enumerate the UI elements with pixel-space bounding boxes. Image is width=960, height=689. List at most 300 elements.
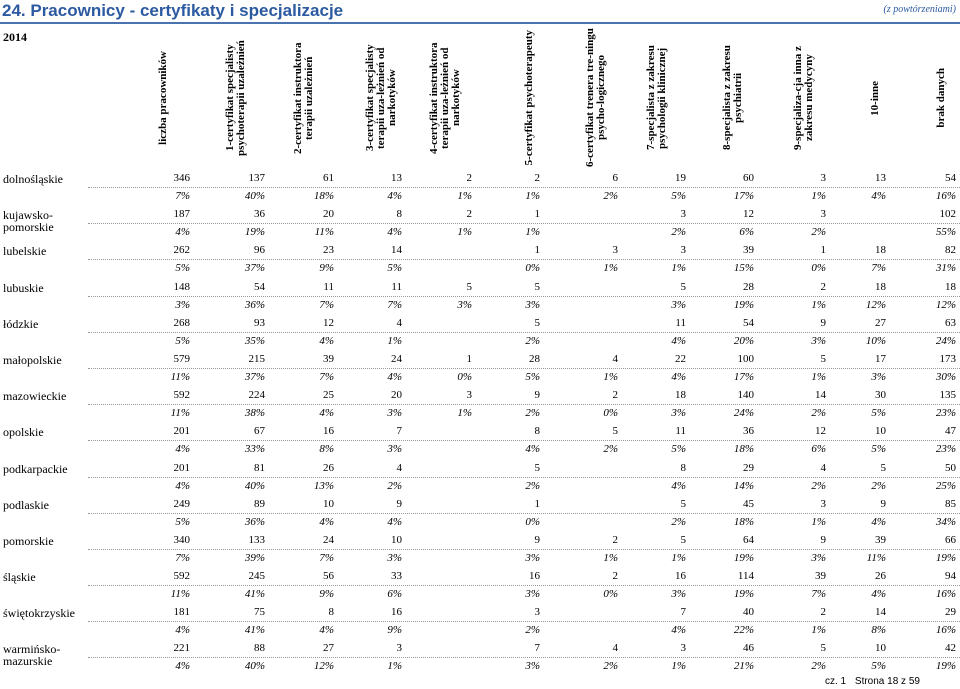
count-cell: 8 [396, 208, 402, 221]
percent-cell: 1% [525, 190, 540, 202]
percent-cell: 40% [244, 479, 265, 492]
percent-cell: 40% [244, 660, 265, 673]
count-cell: 17 [875, 352, 886, 365]
count-cell: 140 [737, 389, 754, 402]
percent-cell: 1% [671, 660, 686, 673]
region-name: podkarpackie [3, 461, 68, 476]
percent-cell: 34% [935, 515, 956, 528]
count-cell: 12 [743, 208, 754, 221]
column-header-label: 7-specjalista z zakresu psychologii klinicznej [645, 45, 668, 151]
count-cell: 22 [675, 352, 686, 365]
table-row [0, 387, 960, 423]
column-header-label: 9-specjaliza-cja inna z zakresu medycyny [792, 46, 815, 150]
count-cell: 1 [534, 244, 540, 257]
percent-cell: 2% [603, 660, 618, 673]
count-cell: 47 [945, 425, 956, 438]
region-name: mazowieckie [3, 389, 67, 404]
percent-cell: 16% [935, 190, 956, 202]
percent-cell: 4% [871, 515, 886, 528]
percent-cell: 7% [387, 298, 402, 311]
count-cell: 3 [612, 244, 618, 257]
percent-cell: 1% [525, 226, 540, 239]
percent-cell: 31% [935, 262, 956, 275]
percent-cell: 3% [525, 660, 540, 673]
count-cell: 102 [939, 208, 956, 221]
table-row [0, 460, 960, 496]
region-name: śląskie [3, 570, 36, 585]
table-row [0, 242, 960, 278]
count-cell: 10 [391, 533, 402, 546]
count-cell: 28 [529, 352, 540, 365]
percent-cell: 2% [387, 479, 402, 492]
count-cell: 54 [945, 172, 956, 184]
percent-cell: 3% [811, 334, 826, 347]
count-cell: 2 [820, 606, 826, 619]
count-cell: 5 [680, 533, 686, 546]
table-row [0, 279, 960, 315]
percent-cell: 0% [603, 588, 618, 601]
table-row [0, 206, 960, 242]
data-table [0, 170, 960, 677]
count-cell: 100 [737, 352, 754, 365]
count-cell: 82 [945, 244, 956, 257]
table-row [0, 170, 960, 206]
percent-cell: 8% [871, 624, 886, 637]
column-header [204, 28, 268, 168]
percent-cell: 19% [733, 588, 754, 601]
count-cell: 3 [680, 244, 686, 257]
percent-cell: 1% [671, 262, 686, 275]
column-header [131, 28, 195, 168]
percent-cell: 15% [733, 262, 754, 275]
count-cell: 4 [396, 316, 402, 329]
percent-cell: 3% [387, 443, 402, 456]
count-cell: 2 [612, 389, 618, 402]
percent-cell: 4% [175, 443, 190, 456]
count-cell: 85 [945, 497, 956, 510]
count-cell: 14 [815, 389, 826, 402]
count-cell: 3 [820, 172, 826, 184]
count-cell: 3 [396, 642, 402, 655]
count-cell: 12 [323, 316, 334, 329]
percent-cell: 39% [244, 551, 265, 564]
percent-cell: 3% [387, 407, 402, 420]
percent-cell: 1% [457, 226, 472, 239]
count-cell: 137 [248, 172, 265, 184]
percent-cell: 1% [811, 370, 826, 383]
column-header [349, 28, 413, 168]
percent-cell: 36% [244, 515, 265, 528]
percent-cell: 5% [387, 262, 402, 275]
percent-cell: 4% [871, 588, 886, 601]
count-cell: 133 [248, 533, 265, 546]
count-cell: 10 [875, 425, 886, 438]
percent-cell: 40% [244, 190, 265, 202]
percent-cell: 4% [525, 443, 540, 456]
percent-cell: 4% [671, 334, 686, 347]
region-name: warmińsko-mazurskie [3, 642, 61, 669]
count-cell: 56 [323, 570, 334, 583]
percent-cell: 12% [935, 298, 956, 311]
count-cell: 39 [743, 244, 754, 257]
percent-cell: 0% [525, 262, 540, 275]
percent-cell: 41% [244, 588, 265, 601]
count-cell: 4 [396, 461, 402, 474]
column-header [843, 28, 907, 168]
percent-cell: 3% [811, 551, 826, 564]
percent-cell: 6% [811, 443, 826, 456]
count-cell: 5 [466, 280, 472, 293]
count-cell: 268 [173, 316, 190, 329]
count-cell: 96 [254, 244, 265, 257]
count-cell: 5 [880, 461, 886, 474]
column-header [701, 28, 765, 168]
count-cell: 5 [680, 497, 686, 510]
percent-cell: 3% [671, 298, 686, 311]
footer [825, 676, 926, 687]
table-row [0, 568, 960, 604]
count-cell: 45 [743, 497, 754, 510]
footer-page: Strona 18 z 59 [854, 676, 920, 687]
count-cell: 89 [254, 497, 265, 510]
percent-cell: 19% [935, 660, 956, 673]
percent-cell: 41% [244, 624, 265, 637]
percent-cell: 7% [175, 190, 190, 202]
count-cell: 29 [743, 461, 754, 474]
percent-cell: 38% [244, 407, 265, 420]
percent-cell: 1% [811, 298, 826, 311]
count-cell: 13 [875, 172, 886, 184]
column-header-label: 8-specjalista z zakresu psychiatrii [721, 45, 744, 151]
percent-cell: 37% [244, 370, 265, 383]
count-cell: 20 [391, 389, 402, 402]
count-cell: 26 [323, 461, 334, 474]
count-cell: 3 [820, 497, 826, 510]
percent-cell: 11% [170, 407, 190, 420]
count-cell: 25 [323, 389, 334, 402]
count-cell: 33 [391, 570, 402, 583]
count-cell: 148 [173, 280, 190, 293]
column-header-label: 10-inne [868, 80, 881, 116]
count-cell: 30 [875, 389, 886, 402]
column-header-label: liczba pracowników [156, 51, 169, 145]
percent-cell: 12% [313, 660, 334, 673]
count-cell: 579 [173, 352, 190, 365]
percent-cell: 4% [671, 624, 686, 637]
count-cell: 66 [945, 533, 956, 546]
count-cell: 11 [323, 280, 334, 293]
percent-cell: 4% [671, 370, 686, 383]
count-cell: 1 [466, 352, 472, 365]
percent-cell: 23% [935, 407, 956, 420]
percent-cell: 4% [671, 479, 686, 492]
percent-cell: 16% [935, 588, 956, 601]
percent-cell: 1% [811, 624, 826, 637]
percent-cell: 2% [525, 334, 540, 347]
percent-cell: 4% [871, 190, 886, 202]
count-cell: 1 [534, 208, 540, 221]
percent-cell: 11% [170, 370, 190, 383]
count-cell: 11 [675, 316, 686, 329]
count-cell: 12 [815, 425, 826, 438]
count-cell: 135 [939, 389, 956, 402]
percent-cell: 2% [811, 407, 826, 420]
percent-cell: 7% [811, 588, 826, 601]
percent-cell: 30% [935, 370, 956, 383]
count-cell: 24 [391, 352, 402, 365]
percent-cell: 33% [244, 443, 265, 456]
percent-cell: 9% [319, 262, 334, 275]
percent-cell: 1% [457, 190, 472, 202]
count-cell: 187 [173, 208, 190, 221]
percent-cell: 0% [457, 370, 472, 383]
count-cell: 9 [820, 533, 826, 546]
percent-cell: 2% [525, 407, 540, 420]
percent-cell: 5% [671, 443, 686, 456]
count-cell: 2 [466, 172, 472, 184]
count-cell: 346 [173, 172, 190, 184]
percent-cell: 9% [387, 624, 402, 637]
percent-cell: 4% [175, 479, 190, 492]
table-row [0, 532, 960, 568]
count-cell: 39 [323, 352, 334, 365]
percent-cell: 5% [175, 334, 190, 347]
percent-cell: 19% [244, 226, 265, 239]
percent-cell: 5% [671, 190, 686, 202]
count-cell: 5 [534, 316, 540, 329]
count-cell: 14 [391, 244, 402, 257]
count-cell: 9 [534, 389, 540, 402]
count-cell: 94 [945, 570, 956, 583]
count-cell: 3 [680, 208, 686, 221]
count-cell: 4 [820, 461, 826, 474]
count-cell: 9 [396, 497, 402, 510]
count-cell: 173 [939, 352, 956, 365]
percent-cell: 0% [603, 407, 618, 420]
percent-cell: 17% [733, 370, 754, 383]
percent-cell: 20% [733, 334, 754, 347]
percent-cell: 18% [733, 515, 754, 528]
count-cell: 29 [945, 606, 956, 619]
count-cell: 4 [612, 352, 618, 365]
percent-cell: 18% [313, 190, 334, 202]
table-row [0, 496, 960, 532]
region-name: dolnośląskie [3, 172, 63, 186]
percent-cell: 22% [733, 624, 754, 637]
count-cell: 5 [680, 280, 686, 293]
count-cell: 36 [743, 425, 754, 438]
count-cell: 9 [880, 497, 886, 510]
count-cell: 1 [534, 497, 540, 510]
table-row [0, 423, 960, 459]
year-label: 2014 [3, 30, 27, 44]
percent-cell: 6% [387, 588, 402, 601]
percent-cell: 8% [319, 443, 334, 456]
percent-cell: 4% [387, 226, 402, 239]
percent-cell: 25% [935, 479, 956, 492]
count-cell: 27 [323, 642, 334, 655]
region-name: lubuskie [3, 280, 44, 295]
count-cell: 39 [875, 533, 886, 546]
percent-cell: 24% [733, 407, 754, 420]
count-cell: 7 [534, 642, 540, 655]
percent-cell: 1% [671, 551, 686, 564]
footer-part: cz. 1 [825, 676, 847, 687]
count-cell: 3 [820, 208, 826, 221]
percent-cell: 21% [733, 660, 754, 673]
count-cell: 27 [875, 316, 886, 329]
percent-cell: 4% [319, 407, 334, 420]
count-cell: 249 [173, 497, 190, 510]
percent-cell: 4% [319, 624, 334, 637]
percent-cell: 2% [671, 226, 686, 239]
column-header-label: 6-certyfikat trenera tre-ningu psycho-logicznego [584, 28, 607, 168]
percent-cell: 5% [175, 262, 190, 275]
percent-cell: 4% [319, 515, 334, 528]
column-header [772, 28, 836, 168]
count-cell: 114 [737, 570, 754, 583]
column-header-label: brak danych [934, 68, 947, 128]
count-cell: 245 [248, 570, 265, 583]
percent-cell: 2% [811, 660, 826, 673]
percent-cell: 1% [603, 551, 618, 564]
count-cell: 2 [534, 172, 540, 184]
percent-cell: 11% [866, 551, 886, 564]
count-cell: 93 [254, 316, 265, 329]
percent-cell: 16% [935, 624, 956, 637]
percent-cell: 17% [733, 190, 754, 202]
percent-cell: 1% [603, 262, 618, 275]
percent-cell: 36% [244, 298, 265, 311]
page-title: 24. Pracownicy - certyfikaty i specjalizacje [2, 1, 344, 20]
column-header [564, 28, 628, 168]
count-cell: 18 [945, 280, 956, 293]
count-cell: 16 [675, 570, 686, 583]
region-name: opolskie [3, 425, 44, 440]
count-cell: 201 [173, 425, 190, 438]
percent-cell: 12% [865, 298, 886, 311]
percent-cell: 2% [525, 479, 540, 492]
column-header [272, 28, 336, 168]
percent-cell: 2% [811, 479, 826, 492]
percent-cell: 4% [175, 624, 190, 637]
percent-cell: 5% [871, 407, 886, 420]
count-cell: 11 [391, 280, 402, 293]
count-cell: 592 [173, 389, 190, 402]
count-cell: 2 [612, 570, 618, 583]
count-cell: 16 [391, 606, 402, 619]
count-cell: 181 [173, 606, 190, 619]
count-cell: 5 [534, 461, 540, 474]
percent-cell: 2% [871, 479, 886, 492]
percent-cell: 10% [865, 334, 886, 347]
count-cell: 11 [675, 425, 686, 438]
count-cell: 7 [396, 425, 402, 438]
percent-cell: 23% [935, 443, 956, 456]
count-cell: 18 [875, 280, 886, 293]
percent-cell: 2% [811, 226, 826, 239]
count-cell: 2 [466, 208, 472, 221]
percent-cell: 19% [733, 551, 754, 564]
count-cell: 10 [323, 497, 334, 510]
count-cell: 8 [680, 461, 686, 474]
region-name: świętokrzyskie [3, 606, 75, 621]
count-cell: 9 [534, 533, 540, 546]
region-name: kujawsko-pomorskie [3, 208, 54, 235]
count-cell: 24 [323, 533, 334, 546]
count-cell: 592 [173, 570, 190, 583]
count-cell: 20 [323, 208, 334, 221]
column-header-label: 3-certyfikat specjalisty terapii uza-leżnień od narkotyków [363, 44, 398, 152]
count-cell: 3 [466, 389, 472, 402]
percent-cell: 19% [935, 551, 956, 564]
count-cell: 201 [173, 461, 190, 474]
percent-cell: 2% [671, 515, 686, 528]
region-name: podlaskie [3, 497, 49, 512]
count-cell: 3 [680, 642, 686, 655]
percent-cell: 7% [319, 298, 334, 311]
percent-cell: 3% [871, 370, 886, 383]
table-row [0, 351, 960, 387]
percent-cell: 1% [457, 407, 472, 420]
percent-cell: 4% [387, 190, 402, 202]
count-cell: 16 [323, 425, 334, 438]
count-cell: 8 [534, 425, 540, 438]
count-cell: 28 [743, 280, 754, 293]
percent-cell: 7% [871, 262, 886, 275]
percent-cell: 3% [387, 551, 402, 564]
percent-cell: 4% [319, 334, 334, 347]
percent-cell: 7% [319, 551, 334, 564]
count-cell: 18 [675, 389, 686, 402]
percent-cell: 2% [603, 443, 618, 456]
column-header-label: 2-certyfikat instruktora terapii uzależnień [292, 42, 315, 154]
count-cell: 16 [529, 570, 540, 583]
percent-cell: 3% [525, 551, 540, 564]
count-cell: 2 [820, 280, 826, 293]
count-cell: 26 [875, 570, 886, 583]
count-cell: 8 [328, 606, 334, 619]
count-cell: 3 [534, 606, 540, 619]
region-name: małopolskie [3, 352, 62, 367]
percent-cell: 2% [525, 624, 540, 637]
title-bar [0, 0, 960, 24]
region-name: pomorskie [3, 533, 54, 548]
table-row [0, 315, 960, 351]
percent-cell: 7% [319, 370, 334, 383]
count-cell: 88 [254, 642, 265, 655]
count-cell: 54 [743, 316, 754, 329]
column-header [413, 28, 477, 168]
count-cell: 5 [534, 280, 540, 293]
column-header-label: 4-certyfikat instruktora terapii uza-leżnień od narkotyków [427, 42, 462, 154]
percent-cell: 4% [175, 660, 190, 673]
count-cell: 63 [945, 316, 956, 329]
count-cell: 81 [254, 461, 265, 474]
column-header [625, 28, 689, 168]
region-name: łódzkie [3, 316, 39, 331]
count-cell: 2 [612, 533, 618, 546]
count-cell: 19 [675, 172, 686, 184]
count-cell: 36 [254, 208, 265, 221]
count-cell: 61 [323, 172, 334, 184]
count-cell: 7 [680, 606, 686, 619]
percent-cell: 7% [175, 551, 190, 564]
count-cell: 42 [945, 642, 956, 655]
column-header [909, 28, 960, 168]
percent-cell: 55% [935, 226, 956, 239]
percent-cell: 1% [387, 334, 402, 347]
